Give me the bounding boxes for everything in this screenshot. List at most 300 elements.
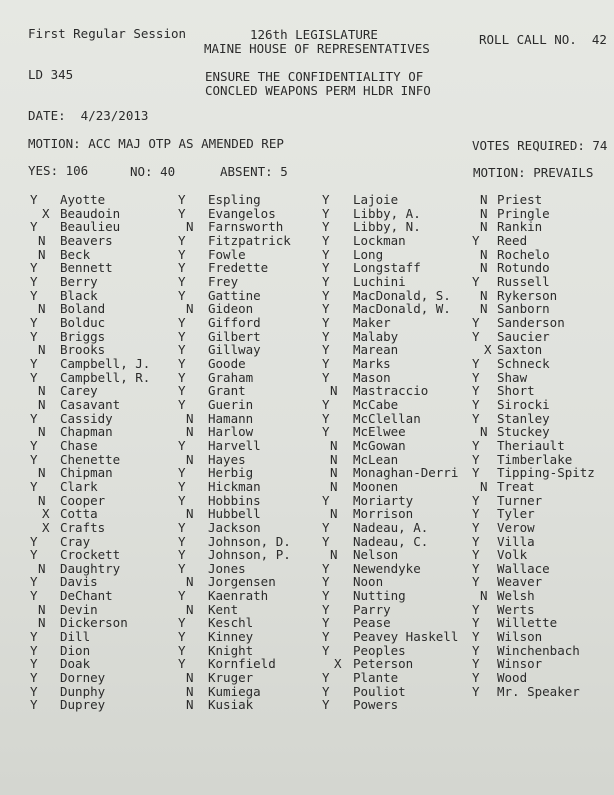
member-name: Rykerson	[497, 287, 558, 303]
member-name: Nadeau, A.	[353, 519, 429, 535]
vote-mark: Y	[322, 574, 330, 590]
vote-mark: N	[480, 424, 488, 440]
bill-title-line1: ENSURE THE CONFIDENTIALITY OF	[205, 69, 424, 84]
vote-mark: Y	[472, 465, 480, 481]
vote-mark: Y	[322, 410, 330, 426]
member-name: Chipman	[60, 465, 113, 481]
member-name: Boland	[60, 301, 106, 317]
member-name: Fitzpatrick	[208, 232, 291, 248]
vote-mark: Y	[30, 369, 38, 385]
member-name: McClellan	[353, 410, 421, 426]
vote-mark: N	[480, 478, 488, 494]
vote-mark: N	[186, 424, 194, 440]
member-name: Herbig	[208, 465, 254, 481]
vote-mark: N	[38, 246, 46, 262]
vote-mark: N	[480, 205, 488, 221]
vote-mark: X	[484, 342, 492, 358]
member-name: Espling	[208, 192, 261, 207]
member-name: Long	[353, 246, 384, 262]
vote-mark: Y	[30, 547, 38, 563]
vote-mark: Y	[30, 588, 38, 604]
member-name: Powers	[353, 697, 399, 713]
vote-mark: Y	[30, 451, 38, 467]
member-name: Hickman	[208, 478, 261, 494]
vote-mark: X	[42, 205, 50, 221]
vote-mark: Y	[322, 301, 330, 317]
member-name: Black	[60, 287, 98, 303]
motion-text: MOTION: ACC MAJ OTP AS AMENDED REP	[28, 136, 284, 151]
member-name: Sanderson	[497, 314, 565, 330]
member-name: Marean	[353, 342, 399, 358]
member-name: Dunphy	[60, 683, 106, 699]
vote-mark: Y	[30, 697, 38, 713]
member-name: Stanley	[497, 410, 550, 426]
vote-mark: Y	[178, 314, 186, 330]
vote-mark: Y	[30, 192, 38, 207]
member-name: Ayotte	[60, 192, 106, 207]
member-name: Sirocki	[497, 396, 550, 412]
vote-mark: Y	[30, 314, 38, 330]
vote-mark: X	[42, 506, 50, 522]
vote-mark: Y	[178, 260, 186, 276]
member-name: Hayes	[208, 451, 246, 467]
member-name: Farnsworth	[208, 219, 284, 235]
vote-mark: Y	[472, 451, 480, 467]
vote-mark: N	[330, 547, 338, 563]
vote-mark: Y	[472, 560, 480, 576]
vote-mark: Y	[30, 273, 38, 289]
member-name: Beavers	[60, 232, 113, 248]
member-name: Briggs	[60, 328, 106, 344]
vote-mark: N	[186, 506, 194, 522]
vote-mark: Y	[472, 328, 480, 344]
vote-mark: Y	[178, 273, 186, 289]
member-name: Jackson	[208, 519, 261, 535]
member-name: Chapman	[60, 424, 113, 440]
vote-mark: Y	[322, 246, 330, 262]
vote-mark: Y	[322, 697, 330, 713]
vote-mark: N	[38, 383, 46, 399]
member-name: Maker	[353, 314, 391, 330]
vote-mark: Y	[322, 355, 330, 371]
vote-mark: Y	[322, 670, 330, 686]
vote-mark: Y	[472, 410, 480, 426]
vote-mark: Y	[178, 205, 186, 221]
member-name: Brooks	[60, 342, 106, 358]
vote-mark: Y	[178, 656, 186, 672]
member-name: Kaenrath	[208, 588, 269, 604]
yes-count: YES: 106	[28, 163, 89, 178]
legislature-label: 126th LEGISLATURE	[250, 27, 378, 42]
vote-mark: N	[38, 492, 46, 508]
member-name: Monaghan-Derri	[353, 465, 459, 481]
vote-mark: Y	[178, 246, 186, 262]
vote-mark: Y	[472, 232, 480, 248]
member-name: Pringle	[497, 205, 550, 221]
member-name: Cray	[60, 533, 91, 549]
vote-mark: Y	[472, 506, 480, 522]
vote-mark: Y	[472, 683, 480, 699]
member-name: Volk	[497, 547, 528, 563]
vote-mark: N	[38, 342, 46, 358]
vote-mark: Y	[322, 287, 330, 303]
member-name: Beaudoin	[60, 205, 121, 221]
vote-mark: Y	[178, 355, 186, 371]
member-name: Moonen	[353, 478, 399, 494]
vote-mark: Y	[472, 314, 480, 330]
member-name: Kumiega	[208, 683, 261, 699]
vote-mark: X	[42, 519, 50, 535]
vote-mark: Y	[30, 629, 38, 645]
member-name: MacDonald, S.	[353, 287, 451, 303]
member-name: Tipping-Spitz	[497, 465, 595, 481]
member-name: Campbell, J.	[60, 355, 151, 371]
member-name: Cotta	[60, 506, 98, 522]
member-name: Beck	[60, 246, 91, 262]
vote-mark: Y	[178, 588, 186, 604]
vote-mark: Y	[322, 219, 330, 235]
member-name: Malaby	[353, 328, 399, 344]
member-name: Kusiak	[208, 697, 254, 713]
vote-mark: N	[186, 451, 194, 467]
vote-mark: Y	[322, 629, 330, 645]
member-name: Schneck	[497, 355, 550, 371]
member-name: Johnson, D.	[208, 533, 291, 549]
vote-mark: N	[480, 588, 488, 604]
vote-mark: N	[330, 451, 338, 467]
member-name: Pouliot	[353, 683, 406, 699]
member-name: Morrison	[353, 506, 414, 522]
member-name: Wallace	[497, 560, 550, 576]
member-name: Moriarty	[353, 492, 414, 508]
member-name: Gattine	[208, 287, 261, 303]
vote-mark: Y	[178, 396, 186, 412]
vote-mark: N	[480, 219, 488, 235]
member-name: Rotundo	[497, 260, 550, 276]
vote-mark: Y	[30, 287, 38, 303]
vote-mark: Y	[322, 328, 330, 344]
vote-mark: Y	[30, 574, 38, 590]
vote-mark: Y	[322, 342, 330, 358]
member-name: Fredette	[208, 260, 269, 276]
motion-result: MOTION: PREVAILS	[473, 165, 594, 180]
member-name: Russell	[497, 273, 550, 289]
member-name: Bolduc	[60, 314, 106, 330]
vote-mark: N	[38, 301, 46, 317]
member-name: Evangelos	[208, 205, 276, 221]
vote-mark: Y	[30, 437, 38, 453]
vote-mark: Y	[472, 642, 480, 658]
vote-mark: Y	[178, 287, 186, 303]
vote-mark: Y	[30, 683, 38, 699]
vote-mark: N	[186, 219, 194, 235]
vote-mark: Y	[472, 601, 480, 617]
bill-title-line2: CONCLED WEAPONS PERM HLDR INFO	[205, 83, 431, 98]
member-name: Clark	[60, 478, 98, 494]
member-name: Hobbins	[208, 492, 261, 508]
vote-mark: Y	[472, 383, 480, 399]
member-name: Peterson	[353, 656, 414, 672]
member-name: Libby, N.	[353, 219, 421, 235]
member-name: Hamann	[208, 410, 254, 426]
member-name: Knight	[208, 642, 254, 658]
vote-mark: Y	[322, 260, 330, 276]
vote-mark: Y	[178, 232, 186, 248]
vote-mark: N	[38, 232, 46, 248]
vote-mark: Y	[322, 615, 330, 631]
member-name: Gideon	[208, 301, 254, 317]
member-name: Newendyke	[353, 560, 421, 576]
member-name: Werts	[497, 601, 535, 617]
vote-mark: Y	[178, 533, 186, 549]
member-name: MacDonald, W.	[353, 301, 451, 317]
member-name: Jorgensen	[208, 574, 276, 590]
votes-required: VOTES REQUIRED: 74	[472, 138, 608, 153]
vote-mark: Y	[322, 369, 330, 385]
vote-mark: Y	[322, 396, 330, 412]
vote-mark: Y	[30, 219, 38, 235]
vote-date: DATE: 4/23/2013	[28, 108, 149, 123]
member-name: Daughtry	[60, 560, 121, 576]
member-name: Shaw	[497, 369, 528, 385]
vote-mark: Y	[178, 192, 186, 207]
vote-mark: Y	[30, 656, 38, 672]
member-name: Casavant	[60, 396, 121, 412]
member-name: Crockett	[60, 547, 121, 563]
member-name: Rankin	[497, 219, 543, 235]
vote-mark: N	[480, 301, 488, 317]
member-name: Saucier	[497, 328, 550, 344]
member-name: Weaver	[497, 574, 543, 590]
vote-mark: Y	[472, 396, 480, 412]
member-name: DeChant	[60, 588, 113, 604]
member-name: Villa	[497, 533, 535, 549]
vote-mark: N	[186, 670, 194, 686]
member-name: Devin	[60, 601, 98, 617]
vote-mark: N	[38, 560, 46, 576]
vote-mark: Y	[178, 342, 186, 358]
vote-mark: N	[186, 683, 194, 699]
member-name: McGowan	[353, 437, 406, 453]
vote-mark: Y	[472, 629, 480, 645]
member-name: Stuckey	[497, 424, 550, 440]
member-name: Campbell, R.	[60, 369, 151, 385]
member-name: Guerin	[208, 396, 254, 412]
member-name: Dorney	[60, 670, 106, 686]
vote-mark: Y	[472, 273, 480, 289]
member-name: Sanborn	[497, 301, 550, 317]
member-name: Harvell	[208, 437, 261, 453]
vote-mark: Y	[322, 601, 330, 617]
member-name: Lajoie	[353, 192, 399, 207]
vote-mark: Y	[178, 369, 186, 385]
vote-mark: Y	[472, 656, 480, 672]
vote-mark: Y	[178, 328, 186, 344]
member-name: Dickerson	[60, 615, 128, 631]
vote-mark: Y	[472, 492, 480, 508]
member-name: Grant	[208, 383, 246, 399]
member-name: Timberlake	[497, 451, 573, 467]
vote-mark: Y	[322, 232, 330, 248]
member-name: Beaulieu	[60, 219, 121, 235]
session-label: First Regular Session	[28, 26, 187, 41]
member-name: Nelson	[353, 547, 399, 563]
vote-mark: N	[330, 478, 338, 494]
member-name: Kruger	[208, 670, 254, 686]
member-name: Johnson, P.	[208, 547, 291, 563]
vote-mark: N	[38, 601, 46, 617]
vote-mark: N	[330, 465, 338, 481]
member-name: Cooper	[60, 492, 106, 508]
vote-mark: Y	[30, 410, 38, 426]
member-name: Cassidy	[60, 410, 113, 426]
member-name: Dion	[60, 642, 91, 658]
vote-mark: Y	[472, 547, 480, 563]
vote-mark: N	[186, 697, 194, 713]
vote-mark: Y	[322, 424, 330, 440]
vote-mark: N	[186, 301, 194, 317]
vote-mark: N	[330, 383, 338, 399]
vote-mark: N	[480, 260, 488, 276]
member-name: Kornfield	[208, 656, 276, 672]
vote-mark: Y	[472, 437, 480, 453]
vote-mark: Y	[178, 465, 186, 481]
member-name: Priest	[497, 192, 543, 207]
vote-mark: Y	[472, 369, 480, 385]
member-name: Longstaff	[353, 260, 421, 276]
member-name: Keschl	[208, 615, 254, 631]
member-name: Plante	[353, 670, 399, 686]
vote-mark: Y	[178, 437, 186, 453]
vote-mark: N	[330, 437, 338, 453]
vote-mark: Y	[322, 560, 330, 576]
member-name: Marks	[353, 355, 391, 371]
member-name: Gifford	[208, 314, 261, 330]
member-name: Welsh	[497, 588, 535, 604]
member-name: Chase	[60, 437, 98, 453]
vote-mark: Y	[322, 519, 330, 535]
member-name: Nadeau, C.	[353, 533, 429, 549]
member-name: Doak	[60, 656, 91, 672]
roll-call-number: ROLL CALL NO. 42	[479, 32, 607, 47]
member-name: Lockman	[353, 232, 406, 248]
vote-mark: Y	[30, 533, 38, 549]
member-name: Tyler	[497, 506, 535, 522]
member-name: Treat	[497, 478, 535, 494]
vote-mark: N	[38, 424, 46, 440]
member-name: Kinney	[208, 629, 254, 645]
member-name: McCabe	[353, 396, 399, 412]
member-name: Chenette	[60, 451, 121, 467]
member-name: Winsor	[497, 656, 543, 672]
member-name: McLean	[353, 451, 399, 467]
vote-mark: Y	[178, 615, 186, 631]
vote-mark: N	[186, 574, 194, 590]
vote-mark: Y	[178, 383, 186, 399]
vote-mark: Y	[322, 205, 330, 221]
member-name: Fowle	[208, 246, 246, 262]
vote-mark: Y	[472, 355, 480, 371]
member-name: Verow	[497, 519, 535, 535]
vote-mark: Y	[472, 574, 480, 590]
member-name: Willette	[497, 615, 558, 631]
member-name: Jones	[208, 560, 246, 576]
vote-mark: Y	[178, 478, 186, 494]
member-name: Wilson	[497, 629, 543, 645]
member-name: Carey	[60, 383, 98, 399]
vote-mark: N	[186, 410, 194, 426]
vote-mark: Y	[322, 314, 330, 330]
member-name: Parry	[353, 601, 391, 617]
vote-mark: Y	[322, 492, 330, 508]
vote-mark: N	[38, 465, 46, 481]
absent-count: ABSENT: 5	[220, 164, 288, 179]
vote-mark: N	[38, 396, 46, 412]
member-name: Graham	[208, 369, 254, 385]
member-name: Mason	[353, 369, 391, 385]
member-name: Winchenbach	[497, 642, 580, 658]
member-name: Mr. Speaker	[497, 683, 580, 699]
member-name: Kent	[208, 601, 239, 617]
vote-mark: Y	[30, 328, 38, 344]
vote-mark: Y	[472, 519, 480, 535]
vote-mark: Y	[472, 670, 480, 686]
member-name: Berry	[60, 273, 98, 289]
vote-mark: N	[330, 506, 338, 522]
vote-mark: N	[480, 287, 488, 303]
member-name: Davis	[60, 574, 98, 590]
vote-mark: Y	[322, 588, 330, 604]
member-name: Peoples	[353, 642, 406, 658]
vote-mark: Y	[472, 533, 480, 549]
vote-mark: Y	[322, 642, 330, 658]
member-name: Frey	[208, 273, 239, 289]
member-name: Harlow	[208, 424, 254, 440]
vote-mark: N	[480, 192, 488, 207]
member-name: Wood	[497, 670, 528, 686]
vote-mark: X	[334, 656, 342, 672]
vote-mark: Y	[322, 273, 330, 289]
vote-mark: N	[186, 601, 194, 617]
vote-mark: Y	[322, 683, 330, 699]
member-name: Reed	[497, 232, 528, 248]
member-name: McElwee	[353, 424, 406, 440]
member-name: Mastraccio	[353, 383, 429, 399]
member-name: Duprey	[60, 697, 106, 713]
member-name: Libby, A.	[353, 205, 421, 221]
house-label: MAINE HOUSE OF REPRESENTATIVES	[204, 41, 430, 56]
vote-mark: Y	[472, 615, 480, 631]
vote-mark: Y	[30, 355, 38, 371]
vote-mark: N	[480, 246, 488, 262]
vote-mark: Y	[178, 547, 186, 563]
member-name: Nutting	[353, 588, 406, 604]
member-name: Bennett	[60, 260, 113, 276]
member-name: Pease	[353, 615, 391, 631]
vote-mark: Y	[178, 629, 186, 645]
member-name: Hubbell	[208, 506, 261, 522]
vote-mark: Y	[178, 492, 186, 508]
member-name: Crafts	[60, 519, 106, 535]
vote-mark: Y	[30, 670, 38, 686]
no-count: NO: 40	[130, 164, 176, 179]
member-name: Luchini	[353, 273, 406, 289]
member-name: Theriault	[497, 437, 565, 453]
vote-mark: Y	[322, 192, 330, 207]
member-name: Gillway	[208, 342, 261, 358]
member-name: Peavey Haskell	[353, 629, 459, 645]
vote-mark: Y	[178, 560, 186, 576]
